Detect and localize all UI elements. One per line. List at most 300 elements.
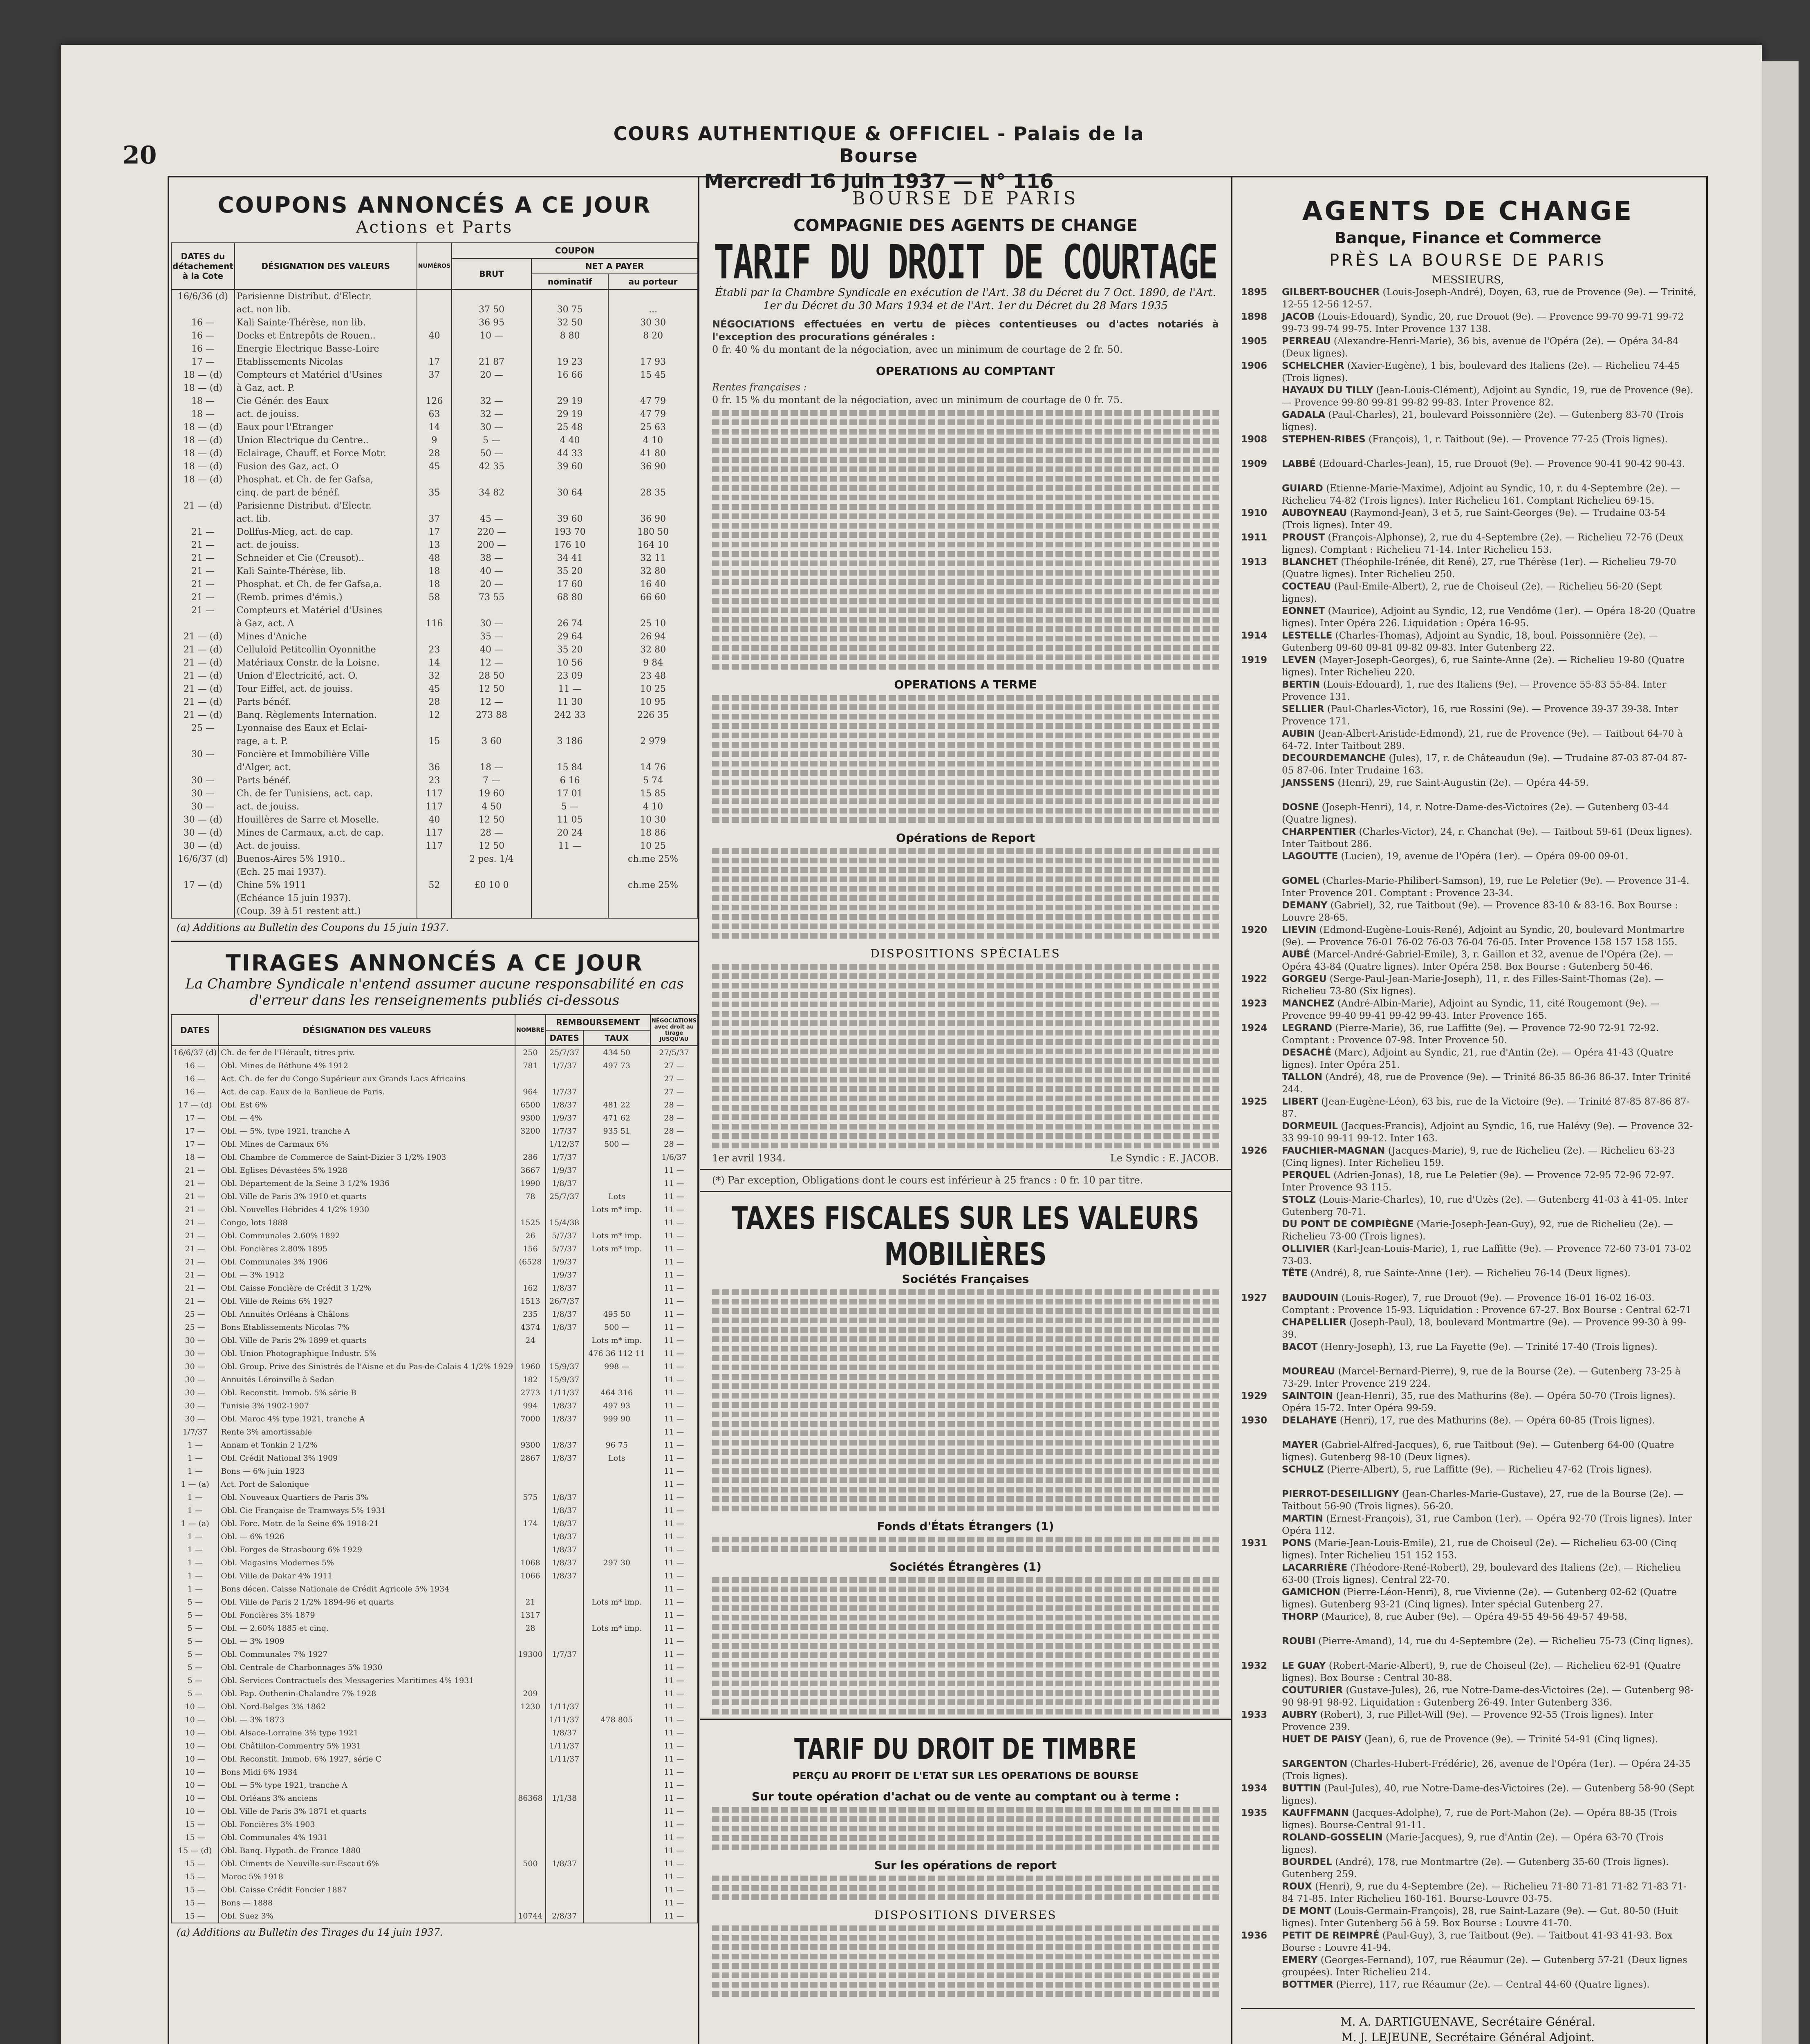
table-row (171, 787, 698, 800)
coupon-cell-date: 30 — (d) (171, 813, 235, 826)
timbre-title: TARIF DU DROIT DE TIMBRE (794, 1732, 1137, 1766)
coupon-cell-nom: 176 10 (531, 538, 608, 551)
table-row (171, 591, 698, 604)
agent-details: (Jean-Charles-Marie-Gustave), 27, rue de la Bourse (2e). — Taitbout 56-90 (Trois lignes). 56-20. (1282, 1489, 1684, 1512)
coupon-cell-brut: 12 50 (452, 839, 531, 852)
coupon-cell-brut: 38 — (452, 551, 531, 565)
table-row (171, 1386, 698, 1399)
table-row (171, 748, 698, 761)
coupon-cell-brut (452, 473, 531, 486)
list-item (1233, 1831, 1703, 1856)
tirage-cell-name: Obl. Mines de Carmaux 6% (219, 1138, 515, 1151)
tirage-cell-taux (583, 1739, 650, 1753)
coupon-cell-port: 2 979 (608, 735, 698, 748)
tirage-cell-taux (583, 1726, 650, 1739)
tirage-cell-rd: 1/8/37 (546, 1282, 583, 1295)
agent-details: (Charles-Thomas), Adjoint au Syndic, 18, boul. Poissonnière (2e). — Gutenberg 09-60 09-81 09-82 09-83. Inter Gutenberg 22. (1282, 630, 1658, 653)
table-row (171, 1282, 698, 1295)
coupon-cell-num (417, 289, 452, 303)
coupon-cell-name: Compteurs et Matériel d'Usines (235, 368, 417, 381)
tirage-cell-neg: 11 — (650, 1321, 698, 1334)
column-rule-2 (1231, 176, 1232, 2044)
tirage-cell-neg: 11 — (650, 1295, 698, 1308)
agent-details: (Marcel-Bernard-Pierre), 9, rue de la Bourse (2e). — Gutenberg 73-25 à 73-29. Inter Provence 219 224. (1282, 1366, 1681, 1389)
tirage-cell-nb: 1317 (515, 1609, 546, 1622)
coupon-cell-nom: 11 — (531, 839, 608, 852)
tirage-cell-neg: 11 — (650, 1779, 698, 1792)
table-row (171, 1687, 698, 1700)
tirage-cell-nb (515, 1425, 546, 1439)
coupon-cell-port: 10 25 (608, 839, 698, 852)
agent-details: (Jean), 6, rue de Provence (9e). — Trinité 54-91 (Cinq lignes). (1364, 1734, 1658, 1745)
coupon-cell-brut: 273 88 (452, 708, 531, 722)
tirage-cell-neg: 11 — (650, 1622, 698, 1635)
tirage-cell-nb (515, 1635, 546, 1648)
agent-name: STEPHEN-RIBES (1282, 434, 1366, 445)
agent-details: (Charles-Victor), 24, r. Chanchat (9e). — Taitbout 59-61 (Deux lignes). Inter Taitbout 286. (1282, 827, 1693, 849)
coupon-cell-brut (452, 865, 531, 879)
table-row (171, 1805, 698, 1818)
tirage-cell-taux (583, 1151, 650, 1164)
col-brut: BRUT (452, 258, 531, 289)
tirage-cell-taux (583, 1491, 650, 1504)
tirage-cell-name: Obl. — 6% 1926 (219, 1530, 515, 1543)
coupon-cell-num: 36 (417, 761, 452, 774)
tirage-cell-date: 15 — (171, 1883, 219, 1896)
tirage-cell-date: 21 — (171, 1229, 219, 1242)
courtage-syndic: Le Syndic : E. JACOB. (1110, 1152, 1219, 1164)
tirage-cell-name: Obl. Communales 3% 1906 (219, 1255, 515, 1269)
tirage-cell-nb (515, 1543, 546, 1556)
coupon-cell-num: 23 (417, 774, 452, 787)
coupon-cell-name: d'Alger, act. (235, 761, 417, 774)
coupon-cell-date: 18 — (d) (171, 473, 235, 486)
table-row (171, 1779, 698, 1792)
list-item (1233, 1684, 1703, 1709)
tirage-cell-taux (583, 1753, 650, 1766)
agent-details: (André-Albin-Marie), Adjoint au Syndic, 11, cité Rougemont (9e). — Provence 99-40 99-41 99-42 99-43. Inter Provence 165. (1282, 998, 1660, 1021)
coupon-cell-nom: 29 19 (531, 394, 608, 408)
tirage-cell-taux: 481 22 (583, 1098, 650, 1112)
tirage-cell-name: Annuités Léroinville à Sedan (219, 1373, 515, 1386)
coupon-cell-num (417, 499, 452, 512)
coupon-cell-brut: 19 60 (452, 787, 531, 800)
agent-name: DELAHAYE (1282, 1415, 1337, 1426)
coupon-cell-nom: 68 80 (531, 591, 608, 604)
coupon-cell-name: Parisienne Distribut. d'Electr. (235, 289, 417, 303)
table-row (171, 1635, 698, 1648)
tirage-cell-rd: 1/8/37 (546, 1569, 583, 1582)
tirage-cell-neg: 11 — (650, 1269, 698, 1282)
agent-details: (Jean-Eugène-Léon), 63 bis, rue de la Victoire (9e). — Trinité 87-85 87-86 87-87. (1282, 1096, 1690, 1119)
agent-details: (Jacques-Francis), Adjoint au Syndic, 16, rue Halévy (9e). — Provence 32-33 99-10 99-11 99-12. Inter 163. (1282, 1121, 1693, 1144)
table-row (171, 1452, 698, 1465)
coupon-cell-brut (452, 722, 531, 735)
coupon-cell-port: 10 25 (608, 682, 698, 695)
list-item (1233, 1390, 1703, 1414)
table-row (171, 565, 698, 578)
agent-name: BOURDEL (1282, 1857, 1332, 1867)
coupon-cell-port: 4 10 (608, 800, 698, 813)
list-item (1233, 1145, 1703, 1169)
list-item (1233, 752, 1703, 777)
list-item (1233, 1194, 1703, 1218)
table-row (171, 617, 698, 630)
coupon-cell-port (608, 905, 698, 918)
tirage-cell-date: 25 — (171, 1308, 219, 1321)
tirage-cell-neg: 11 — (650, 1517, 698, 1530)
coupon-cell-brut: 10 — (452, 329, 531, 342)
tirage-cell-rd: 1/9/37 (546, 1164, 583, 1177)
list-item (1233, 1562, 1703, 1586)
coupon-cell-date: 16 — (171, 316, 235, 329)
tirage-cell-taux (583, 1543, 650, 1556)
bourse-de-paris: BOURSE DE PARIS (852, 188, 1079, 209)
tirage-cell-neg: 11 — (650, 1766, 698, 1779)
coupon-cell-nom: 17 01 (531, 787, 608, 800)
tirage-cell-nb: 182 (515, 1373, 546, 1386)
tirage-cell-date: 1 — (171, 1504, 219, 1517)
tirage-cell-taux (583, 1700, 650, 1713)
table-row (171, 1910, 698, 1923)
tirage-cell-nb (515, 1530, 546, 1543)
coupon-cell-date (171, 905, 235, 918)
table-row (171, 695, 698, 708)
tirage-cell-taux (583, 1674, 650, 1687)
agents-subtitle: Banque, Finance et Commerce (1334, 229, 1602, 247)
agent-details: (François), 1, r. Taitbout (9e). — Provence 77-25 (Trois lignes). (1368, 434, 1668, 445)
tirage-cell-nb: 1990 (515, 1177, 546, 1190)
tirage-cell-name: Bons Midi 6% 1934 (219, 1766, 515, 1779)
tirage-cell-date: 15 — (171, 1857, 219, 1870)
coupon-cell-nom: 17 60 (531, 578, 608, 591)
agent-name: JANSSENS (1282, 778, 1335, 788)
table-row (171, 1295, 698, 1308)
table-row (171, 1255, 698, 1269)
agent-details: (Robert-Marie-Albert), 9, rue de Choiseul (2e). — Richelieu 62-91 (Quatre lignes). Box Bourse : Central 30-88. (1282, 1661, 1681, 1683)
coupon-cell-date: 30 — (d) (171, 826, 235, 839)
list-item (1233, 1930, 1703, 1954)
table-row (171, 1766, 698, 1779)
tirage-cell-date: 16 — (171, 1059, 219, 1072)
list-item (1233, 311, 1703, 335)
tirage-cell-taux (583, 1530, 650, 1543)
tirage-cell-name: Obl. Caisse Foncière de Crédit 3 1/2% (219, 1282, 515, 1295)
tirage-cell-neg: 11 — (650, 1713, 698, 1726)
list-item (1233, 1267, 1703, 1292)
tirage-cell-neg: 27/5/37 (650, 1046, 698, 1059)
coupon-cell-brut: 18 — (452, 761, 531, 774)
agent-name: SCHULZ (1282, 1464, 1324, 1475)
agent-details: (Karl-Jean-Louis-Marie), 1, rue Laffitte (9e). — Provence 72-60 73-01 73-02 73-03. (1282, 1244, 1691, 1266)
coupon-cell-num: 40 (417, 813, 452, 826)
tirage-cell-taux (583, 1425, 650, 1439)
coupon-cell-brut (452, 342, 531, 355)
table-row (171, 1700, 698, 1713)
coupon-cell-num: 14 (417, 421, 452, 434)
tirage-cell-nb (515, 1269, 546, 1282)
tirage-cell-neg: 11 — (650, 1857, 698, 1870)
agent-details: (Marie-Joseph-Jean-Guy), 92, rue de Richelieu (2e). — Richelieu 73-00 (Trois lignes). (1282, 1219, 1673, 1242)
tirage-cell-rd: 1/7/37 (546, 1151, 583, 1164)
table-row (171, 1151, 698, 1164)
coupon-cell-brut: 5 — (452, 434, 531, 447)
coupon-cell-nom (531, 852, 608, 865)
tirage-cell-neg: 11 — (650, 1439, 698, 1452)
table-row (171, 1609, 698, 1622)
agent-name: COCTEAU (1282, 581, 1331, 592)
tirage-cell-name: Obl. Ville de Paris 3% 1910 et quarts (219, 1190, 515, 1203)
list-item (1233, 433, 1703, 458)
list-item (1233, 482, 1703, 507)
tirage-cell-date: 10 — (171, 1700, 219, 1713)
tirages-note: (a) Additions au Bulletin des Tirages du 14 juin 1937. (177, 1927, 443, 1938)
list-item (1233, 458, 1703, 482)
coupon-cell-num: 23 (417, 643, 452, 656)
coupon-cell-date: 21 — (171, 604, 235, 617)
table-row (171, 408, 698, 421)
tirage-cell-date: 15 — (171, 1818, 219, 1831)
list-item (1233, 1096, 1703, 1120)
tirage-cell-date: 21 — (171, 1269, 219, 1282)
coupon-cell-port (608, 604, 698, 617)
tirage-cell-taux: 500 — (583, 1321, 650, 1334)
agent-details: (Louis-Joseph-André), Doyen, 63, rue de Provence (9e). — Trinité, 12-55 12-56 12-57. (1282, 287, 1696, 310)
coupon-cell-name: Mines de Carmaux, a.ct. de cap. (235, 826, 417, 839)
table-row (171, 1203, 698, 1216)
coupon-cell-name: Buenos-Aires 5% 1910.. (235, 852, 417, 865)
agent-details: (Pierre), 117, rue Réaumur (2e). — Central 44-60 (Quatre lignes). (1336, 1979, 1650, 1990)
agent-name: LIBERT (1282, 1096, 1318, 1107)
coupon-cell-port (608, 722, 698, 735)
agent-year: 1909 (1241, 459, 1268, 469)
table-row (171, 604, 698, 617)
agent-details: (Marie-Jean-Louis-Emile), 21, rue de Choiseul (2e). — Richelieu 63-00 (Cinq lignes). Inter Richelieu 151 152 153. (1282, 1538, 1677, 1561)
tirage-cell-nb: 2867 (515, 1452, 546, 1465)
coupon-cell-num (417, 604, 452, 617)
coupon-cell-date (171, 303, 235, 316)
agent-details: (Maurice), Adjoint au Syndic, 12, rue Vendôme (1er). — Opéra 18-20 (Quatre lignes). Inter Opéra 226. Liquidation : Opéra 16-95. (1282, 606, 1696, 629)
tirage-cell-nb (515, 1582, 546, 1596)
coupon-cell-brut: 20 — (452, 368, 531, 381)
tirage-cell-date: 5 — (171, 1609, 219, 1622)
column-tarifs (700, 176, 1231, 2044)
agent-name: DESACHÉ (1282, 1047, 1332, 1058)
coupon-cell-num: 58 (417, 591, 452, 604)
coupon-cell-nom: 11 30 (531, 695, 608, 708)
tirage-cell-rd: 1/11/37 (546, 1713, 583, 1726)
coupon-cell-date: 17 — (d) (171, 879, 235, 892)
agents-title: AGENTS DE CHANGE (1302, 196, 1634, 226)
coupon-cell-num (417, 905, 452, 918)
tirage-cell-name: Obl. Ville de Paris 2 1/2% 1894-96 et quarts (219, 1596, 515, 1609)
tirage-cell-nb: (6528 (515, 1255, 546, 1269)
coupon-cell-port: 9 84 (608, 656, 698, 669)
coupon-cell-port: 5 74 (608, 774, 698, 787)
coupon-cell-port: 226 35 (608, 708, 698, 722)
tirage-cell-name: Obl. Maroc 4% type 1921, tranche A (219, 1412, 515, 1425)
tirage-cell-rd (546, 1072, 583, 1085)
coupon-cell-date: 21 — (d) (171, 708, 235, 722)
comptant-text-block (700, 410, 1231, 670)
coupon-cell-brut: 12 — (452, 695, 531, 708)
agents-messieurs: MESSIEURS, (1431, 274, 1504, 286)
tirage-cell-nb: 500 (515, 1857, 546, 1870)
coupons-table (171, 242, 698, 919)
tirage-cell-nb: 781 (515, 1059, 546, 1072)
tirage-cell-nb (515, 1203, 546, 1216)
tirage-cell-rd (546, 1596, 583, 1609)
tirage-cell-rd (546, 1478, 583, 1491)
coupon-cell-num: 15 (417, 735, 452, 748)
coupon-cell-port: 32 80 (608, 643, 698, 656)
tirage-cell-nb: 2773 (515, 1386, 546, 1399)
coupon-cell-brut: 12 — (452, 656, 531, 669)
tirage-cell-rd: 1/8/37 (546, 1399, 583, 1412)
agent-name: CHAPELLIER (1282, 1317, 1346, 1328)
tirage-cell-nb: 1525 (515, 1216, 546, 1229)
agent-year: 1914 (1241, 630, 1268, 641)
coupon-cell-nom: 30 75 (531, 303, 608, 316)
tirage-cell-nb: 1513 (515, 1295, 546, 1308)
list-item (1233, 728, 1703, 752)
table-row (171, 1308, 698, 1321)
coupon-cell-name: Dollfus-Mieg, act. de cap. (235, 525, 417, 538)
tirage-cell-neg: 11 — (650, 1870, 698, 1883)
tirage-cell-date: 5 — (171, 1596, 219, 1609)
col-net: NET A PAYER (531, 258, 698, 274)
tirage-cell-date: 1 — (171, 1465, 219, 1478)
tirage-cell-date: 5 — (171, 1648, 219, 1661)
coupon-cell-name: Parts bénéf. (235, 774, 417, 787)
coupon-cell-name: Cie Génér. des Eaux (235, 394, 417, 408)
tirage-cell-neg: 11 — (650, 1190, 698, 1203)
tirage-cell-date: 1 — (a) (171, 1517, 219, 1530)
agent-name: BACOT (1282, 1342, 1318, 1352)
coupon-cell-name: act. de jouiss. (235, 408, 417, 421)
agent-details: (Jean-Henri), 35, rue des Mathurins (8e). — Opéra 50-70 (Trois lignes). Opéra 15-72. Inter Opéra 99-59. (1282, 1391, 1676, 1414)
agent-year: 1933 (1241, 1710, 1268, 1720)
agent-details: (Xavier-Eugène), 1 bis, boulevard des Italiens (2e). — Richelieu 74-45 (Trois lignes). (1282, 361, 1680, 383)
list-item (1233, 1513, 1703, 1537)
tirage-cell-taux (583, 1517, 650, 1530)
tirage-cell-taux (583, 1504, 650, 1517)
coupon-cell-date: 21 — (171, 538, 235, 551)
table-row (171, 1177, 698, 1190)
coupon-cell-port (608, 381, 698, 394)
tirage-cell-date: 15 — (171, 1831, 219, 1844)
coupon-cell-nom (531, 473, 608, 486)
tirage-cell-rd: 15/4/38 (546, 1216, 583, 1229)
tirage-cell-taux: Lots (583, 1190, 650, 1203)
coupon-cell-name: Union d'Electricité, act. O. (235, 669, 417, 682)
tirage-cell-name: Obl. — 3% 1873 (219, 1713, 515, 1726)
agent-name: PONS (1282, 1538, 1312, 1549)
tirage-cell-name: Act. Ch. de fer du Congo Supérieur aux Grands Lacs Africains (219, 1072, 515, 1085)
coupon-cell-brut (452, 905, 531, 918)
table-row (171, 1478, 698, 1491)
tirage-cell-rd: 1/7/37 (546, 1648, 583, 1661)
coupon-cell-name: Foncière et Immobilière Ville (235, 748, 417, 761)
coupon-cell-brut: 220 — (452, 525, 531, 538)
coupon-cell-date: 21 — (d) (171, 695, 235, 708)
table-row (171, 839, 698, 852)
tirage-cell-nb: 21 (515, 1596, 546, 1609)
tirage-cell-neg: 11 — (650, 1164, 698, 1177)
tirage-cell-neg: 11 — (650, 1792, 698, 1805)
agent-name: MANCHEZ (1282, 998, 1335, 1009)
tirage-cell-taux: 497 73 (583, 1059, 650, 1072)
list-item (1233, 826, 1703, 850)
tirage-cell-taux (583, 1779, 650, 1792)
agent-year: 1895 (1241, 287, 1268, 298)
agent-name: MARTIN (1282, 1513, 1323, 1524)
tirage-cell-date: 30 — (171, 1360, 219, 1373)
coupon-cell-brut: 12 50 (452, 682, 531, 695)
next-page-edge (1762, 61, 1799, 2044)
tirage-cell-nb: 575 (515, 1491, 546, 1504)
col-porteur: au porteur (608, 274, 698, 289)
tirage-cell-name: Act. Port de Salonique (219, 1478, 515, 1491)
coupon-cell-port (608, 473, 698, 486)
tcol-rdates: DATES (546, 1030, 583, 1046)
agents-pres: PRÈS LA BOURSE DE PARIS (1329, 251, 1606, 270)
table-row (171, 1334, 698, 1347)
coupon-cell-date: 21 — (d) (171, 499, 235, 512)
tirage-cell-neg: 11 — (650, 1609, 698, 1622)
coupon-cell-nom: 44 33 (531, 447, 608, 460)
tirage-cell-rd (546, 1896, 583, 1910)
table-row (171, 1439, 698, 1452)
tirage-cell-neg: 11 — (650, 1910, 698, 1923)
agent-details: (Pierre-Marie), 36, rue Laffitte (9e). — Provence 72-90 72-91 72-92. Comptant : Provence 07-98. Inter Provence 50. (1282, 1023, 1659, 1046)
tirage-cell-neg: 28 — (650, 1098, 698, 1112)
coupon-cell-num (417, 473, 452, 486)
agent-name: ROUX (1282, 1881, 1312, 1892)
tirage-cell-neg: 11 — (650, 1648, 698, 1661)
agent-details: (Jacques-Marie), 9, rue de Richelieu (2e). — Richelieu 63-23 (Cinq lignes). Inter Richelieu 159. (1282, 1145, 1675, 1168)
tirage-cell-name: Bons — 6% juin 1923 (219, 1465, 515, 1478)
coupon-cell-nom: 242 33 (531, 708, 608, 722)
agent-details: (Marc), Adjoint au Syndic, 21, rue d'Antin (2e). — Opéra 41-43 (Quatre lignes). Inter Opéra 251. (1282, 1047, 1674, 1070)
coupon-cell-name: à Gaz, act. P. (235, 381, 417, 394)
table-row (171, 682, 698, 695)
tirage-cell-name: Obl. Ville de Reims 6% 1927 (219, 1295, 515, 1308)
agent-details: (Henri), 29, rue Saint-Augustin (2e). — Opéra 44-59. (1337, 778, 1589, 788)
coupon-cell-num: 117 (417, 826, 452, 839)
tirage-cell-rd: 1/8/37 (546, 1098, 583, 1112)
tirage-cell-nb (515, 1818, 546, 1831)
tirage-cell-nb: 994 (515, 1399, 546, 1412)
tirage-cell-neg: 11 — (650, 1530, 698, 1543)
tirage-cell-date: 1 — (171, 1530, 219, 1543)
table-row (171, 434, 698, 447)
tirage-cell-neg: 27 — (650, 1072, 698, 1085)
coupon-cell-num: 9 (417, 434, 452, 447)
tirage-cell-rd: 1/11/37 (546, 1739, 583, 1753)
coupon-cell-brut: 30 — (452, 617, 531, 630)
masthead-date: Mercredi 16 Juin 1937 — N° 116 (704, 170, 1054, 193)
agent-name: BLANCHET (1282, 557, 1338, 567)
table-row (171, 735, 698, 748)
tirage-cell-neg: 11 — (650, 1308, 698, 1321)
agent-name: LAGOUTTE (1282, 851, 1338, 862)
tirage-cell-date: 21 — (171, 1255, 219, 1269)
tcol-designation: DÉSIGNATION DES VALEURS (219, 1015, 515, 1046)
agent-name: EMERY (1282, 1955, 1318, 1966)
tirage-cell-neg: 28 — (650, 1138, 698, 1151)
coupon-cell-nom: 193 70 (531, 525, 608, 538)
